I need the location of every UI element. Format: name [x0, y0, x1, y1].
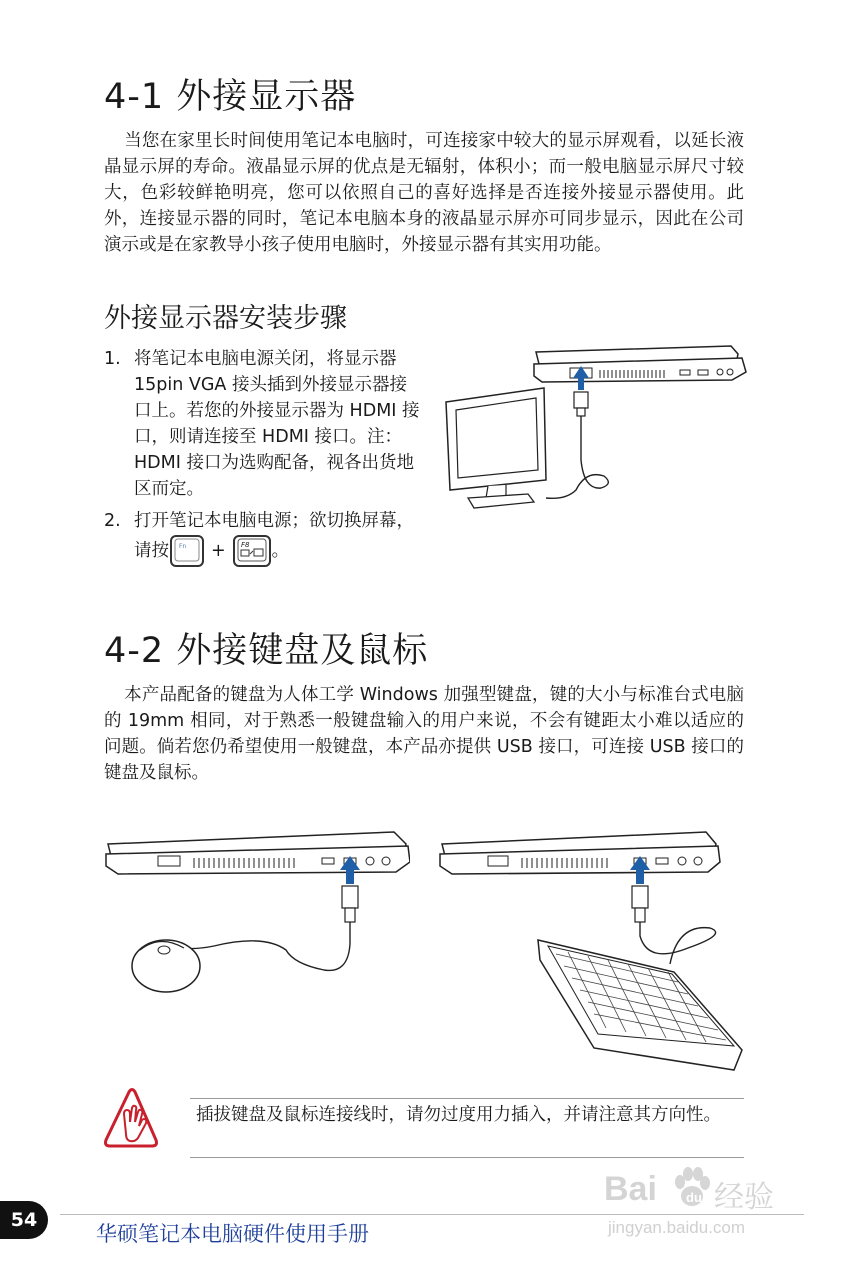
watermark-url: jingyan.baidu.com — [608, 1218, 746, 1237]
step-text-b: 。 — [271, 541, 290, 561]
step-number: 1. — [104, 349, 121, 369]
laptop-mouse-drawing — [104, 824, 410, 1000]
step-number: 2. — [104, 511, 121, 531]
f8-display-key-icon — [232, 534, 272, 568]
watermark-jingyan: 经验 — [714, 1180, 774, 1215]
section-intro-external-monitor — [104, 128, 744, 258]
warning-bottom-rule — [190, 1157, 744, 1158]
subsection-title-install-steps: 外接显示器安装步骤 — [104, 303, 347, 334]
fn-key-icon — [169, 534, 205, 568]
paw-icon — [672, 1166, 712, 1210]
step-text-a: 打开笔记本电脑电源；欲切换屏幕，请按 — [134, 511, 414, 561]
step-text — [134, 508, 424, 568]
install-step-1 — [104, 346, 424, 506]
step-text: 将笔记本电脑电源关闭，将显示器 15pin VGA 接头插到外接显示器接口上。若您的外接显示器为 HDMI 接口，则请连接至 HDMI 接口。注：HDMI 接口为选购配备，视各出货地区而定。 — [134, 349, 420, 499]
intro-text: 当您在家里长时间使用笔记本电脑时，可连接家中较大的显示屏观看，以延长液晶显示屏的寿命。液晶显示屏的优点是无辐射，体积小；而一般电脑显示屏尺寸较大，色彩较鲜艳明亮，您可以依照自己的喜好选择是否连接外接显示器使用。此外，连接显示器的同时，笔记本电脑本身的液晶显示屏亦可同步显示，因此在公司演示或是在家教导小孩子使用电脑时，外接显示器有其实用功能。 — [104, 131, 744, 255]
intro-text: 本产品配备的键盘为人体工学 Windows 加强型键盘，键的大小与标准台式电脑的 19mm 相同，对于熟悉一般键盘输入的用户来说，不会有键距太小难以适应的问题。倘若您仍希望使用一般键盘，本产品亦提供 USB 接口，可连接 USB 接口的键盘及鼠标。 — [104, 685, 744, 783]
fn-key-label: Fn — [179, 543, 187, 550]
section-title-external-monitor: 4-1 外接显示器 — [104, 77, 357, 117]
install-step-2 — [104, 508, 434, 568]
svg-text:du: du — [686, 1190, 702, 1205]
monitor-laptop-drawing — [436, 340, 748, 520]
warning-hand-icon — [102, 1088, 162, 1152]
baidu-jingyan-watermark — [604, 1166, 804, 1246]
footer-book-title: 华硕笔记本电脑硬件使用手册 — [96, 1222, 369, 1246]
laptop-keyboard-drawing — [438, 824, 748, 1076]
section-title-keyboard-mouse: 4-2 外接键盘及鼠标 — [104, 631, 429, 671]
usb-keyboard-illustration — [438, 824, 748, 1076]
f8-key-label: F8 — [240, 541, 250, 549]
watermark-brand: Bai — [604, 1170, 657, 1208]
warning-top-rule — [190, 1098, 744, 1099]
usb-mouse-illustration — [104, 824, 410, 1000]
plus-sign: + — [211, 541, 226, 561]
page-number: 54 — [0, 1201, 48, 1239]
warning-text: 插拔键盘及鼠标连接线时，请勿过度用力插入，并请注意其方向性。 — [196, 1105, 721, 1125]
vga-connection-illustration — [436, 340, 748, 520]
section-intro-keyboard-mouse — [104, 682, 744, 786]
